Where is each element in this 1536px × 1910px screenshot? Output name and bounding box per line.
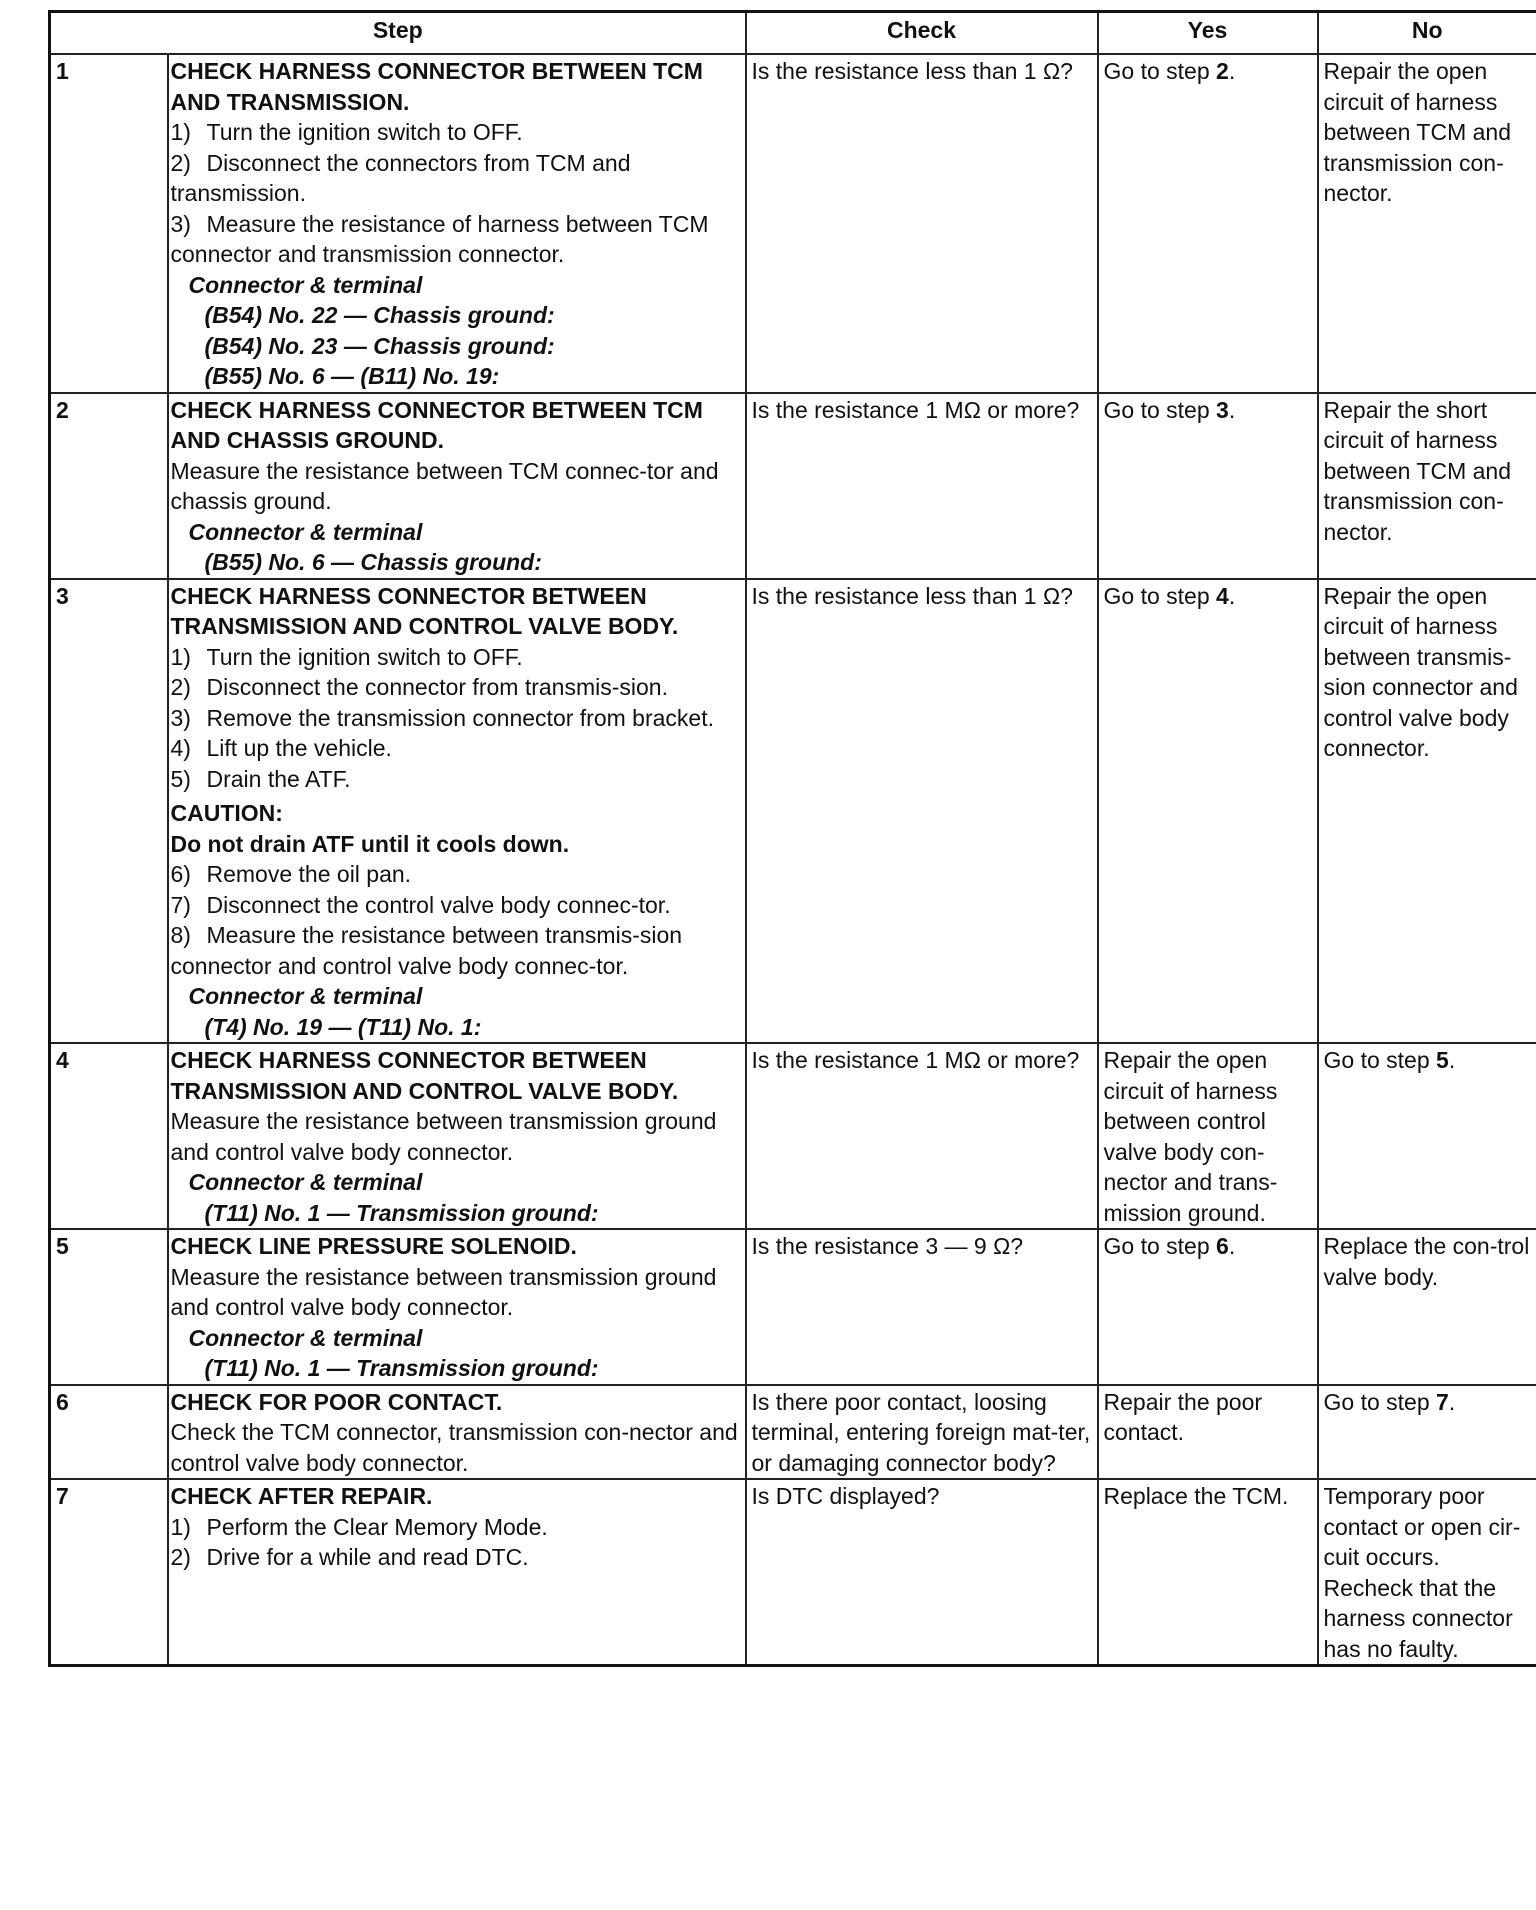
step-description — [168, 1479, 746, 1666]
table-row — [50, 579, 1536, 1044]
yes-action: Go to step 6. — [1098, 1229, 1318, 1385]
step-title: CHECK AFTER REPAIR. — [170, 1483, 433, 1509]
step-description — [168, 1229, 746, 1385]
substep: 2) Drive for a while and read DTC. — [170, 1544, 529, 1570]
table-row — [50, 1043, 1536, 1229]
connector-terminal-line: (T11) No. 1 — Transmission ground: — [204, 1199, 599, 1226]
header-step: Step — [50, 12, 746, 55]
no-action: Go to step 7. — [1318, 1385, 1536, 1480]
check-question: Is the resistance less than 1 Ω? — [746, 579, 1098, 1044]
caution-heading: CAUTION: — [170, 800, 283, 826]
substep: 3) Remove the transmission connector from bracket. — [170, 704, 714, 731]
substep: 6) Remove the oil pan. — [170, 861, 412, 887]
table-row — [50, 393, 1536, 579]
substep: 5) Drain the ATF. — [170, 765, 351, 792]
header-row — [50, 12, 1536, 55]
yes-action: Go to step 3. — [1098, 393, 1318, 579]
no-action: Go to step 5. — [1318, 1043, 1536, 1229]
step-title: CHECK HARNESS CONNECTOR BETWEEN TCM AND TRANSMISSION. — [170, 58, 703, 115]
check-question: Is the resistance 3 — 9 Ω? — [746, 1229, 1098, 1385]
table-row — [50, 1385, 1536, 1480]
step-instruction: Measure the resistance between TCM connec-tor and chassis ground. — [170, 457, 719, 514]
connector-terminal-line: (B55) No. 6 — (B11) No. 19: — [204, 363, 500, 389]
no-action: Replace the con-trol valve body. — [1318, 1229, 1536, 1385]
step-number: 2 — [50, 393, 168, 579]
substep: 1) Turn the ignition switch to OFF. — [170, 643, 523, 670]
step-number: 6 — [50, 1385, 168, 1480]
check-question: Is the resistance 1 MΩ or more? — [746, 1043, 1098, 1229]
substep: 2) Disconnect the connector from transmis-sion. — [170, 674, 668, 700]
yes-action: Replace the TCM. — [1098, 1479, 1318, 1666]
substep: 3) Measure the resistance of harness between TCM connector and transmission connector. — [170, 210, 709, 267]
step-instruction: Measure the resistance between transmission ground and control valve body connector. — [170, 1108, 717, 1165]
yes-action: Go to step 4. — [1098, 579, 1318, 1044]
connector-terminal-line: (T4) No. 19 — (T11) No. 1: — [204, 1013, 482, 1040]
table-row — [50, 1479, 1536, 1666]
substep: 8) Measure the resistance between transmis-sion connector and control valve body connec-tor. — [170, 922, 683, 979]
step-title: CHECK LINE PRESSURE SOLENOID. — [170, 1233, 577, 1259]
header-check: Check — [746, 12, 1098, 55]
step-instruction: Check the TCM connector, transmission con-nector and control valve body connector. — [170, 1419, 738, 1476]
connector-terminal-heading: Connector & terminal — [188, 518, 423, 545]
connector-terminal-heading: Connector & terminal — [188, 983, 423, 1009]
step-number: 3 — [50, 579, 168, 1044]
connector-terminal-heading: Connector & terminal — [188, 1324, 423, 1351]
caution-text: Do not drain ATF until it cools down. — [170, 830, 570, 857]
substep: 7) Disconnect the control valve body connec-tor. — [170, 891, 671, 918]
connector-terminal-heading: Connector & terminal — [188, 1169, 423, 1195]
substep: 1) Turn the ignition switch to OFF. — [170, 119, 523, 145]
substep: 2) Disconnect the connectors from TCM and transmission. — [170, 149, 631, 206]
connector-terminal-line: (B54) No. 23 — Chassis ground: — [204, 332, 555, 359]
diagnostic-table — [48, 10, 1536, 1667]
step-instruction: Measure the resistance between transmission ground and control valve body connector. — [170, 1263, 717, 1320]
check-question: Is the resistance less than 1 Ω? — [746, 54, 1098, 393]
no-action: Repair the short circuit of harness between TCM and transmission con-nector. — [1318, 393, 1536, 579]
step-title: CHECK HARNESS CONNECTOR BETWEEN TRANSMISSION AND CONTROL VALVE BODY. — [170, 582, 679, 639]
step-description — [168, 1385, 746, 1480]
check-question: Is the resistance 1 MΩ or more? — [746, 393, 1098, 579]
check-question: Is there poor contact, loosing terminal, entering foreign mat-ter, or damaging connector body? — [746, 1385, 1098, 1480]
connector-terminal-heading: Connector & terminal — [188, 271, 423, 298]
step-title: CHECK FOR POOR CONTACT. — [170, 1388, 503, 1415]
step-number: 5 — [50, 1229, 168, 1385]
header-yes: Yes — [1098, 12, 1318, 55]
step-number: 7 — [50, 1479, 168, 1666]
yes-action: Repair the poor contact. — [1098, 1385, 1318, 1480]
connector-terminal-line: (B55) No. 6 — Chassis ground: — [204, 549, 542, 575]
step-description — [168, 393, 746, 579]
no-action: Temporary poor contact or open cir-cuit occurs. Recheck that the harness connector has no faulty. — [1318, 1479, 1536, 1666]
yes-action: Go to step 2. — [1098, 54, 1318, 393]
no-action: Repair the open circuit of harness between transmis-sion connector and control valve body connector. — [1318, 579, 1536, 1044]
substep: 1) Perform the Clear Memory Mode. — [170, 1513, 548, 1540]
substep: 4) Lift up the vehicle. — [170, 735, 392, 761]
step-number: 1 — [50, 54, 168, 393]
step-title: CHECK HARNESS CONNECTOR BETWEEN TRANSMISSION AND CONTROL VALVE BODY. — [170, 1047, 679, 1104]
connector-terminal-line: (T11) No. 1 — Transmission ground: — [204, 1355, 599, 1381]
no-action: Repair the open circuit of harness between TCM and transmission con-nector. — [1318, 54, 1536, 393]
header-no: No — [1318, 12, 1536, 55]
check-question: Is DTC displayed? — [746, 1479, 1098, 1666]
connector-terminal-line: (B54) No. 22 — Chassis ground: — [204, 302, 555, 328]
step-description — [168, 54, 746, 393]
step-description — [168, 579, 746, 1044]
table-row — [50, 54, 1536, 393]
step-title: CHECK HARNESS CONNECTOR BETWEEN TCM AND CHASSIS GROUND. — [170, 396, 703, 453]
table-row — [50, 1229, 1536, 1385]
step-description — [168, 1043, 746, 1229]
yes-action: Repair the open circuit of harness between control valve body con-nector and trans-mission ground. — [1098, 1043, 1318, 1229]
step-number: 4 — [50, 1043, 168, 1229]
